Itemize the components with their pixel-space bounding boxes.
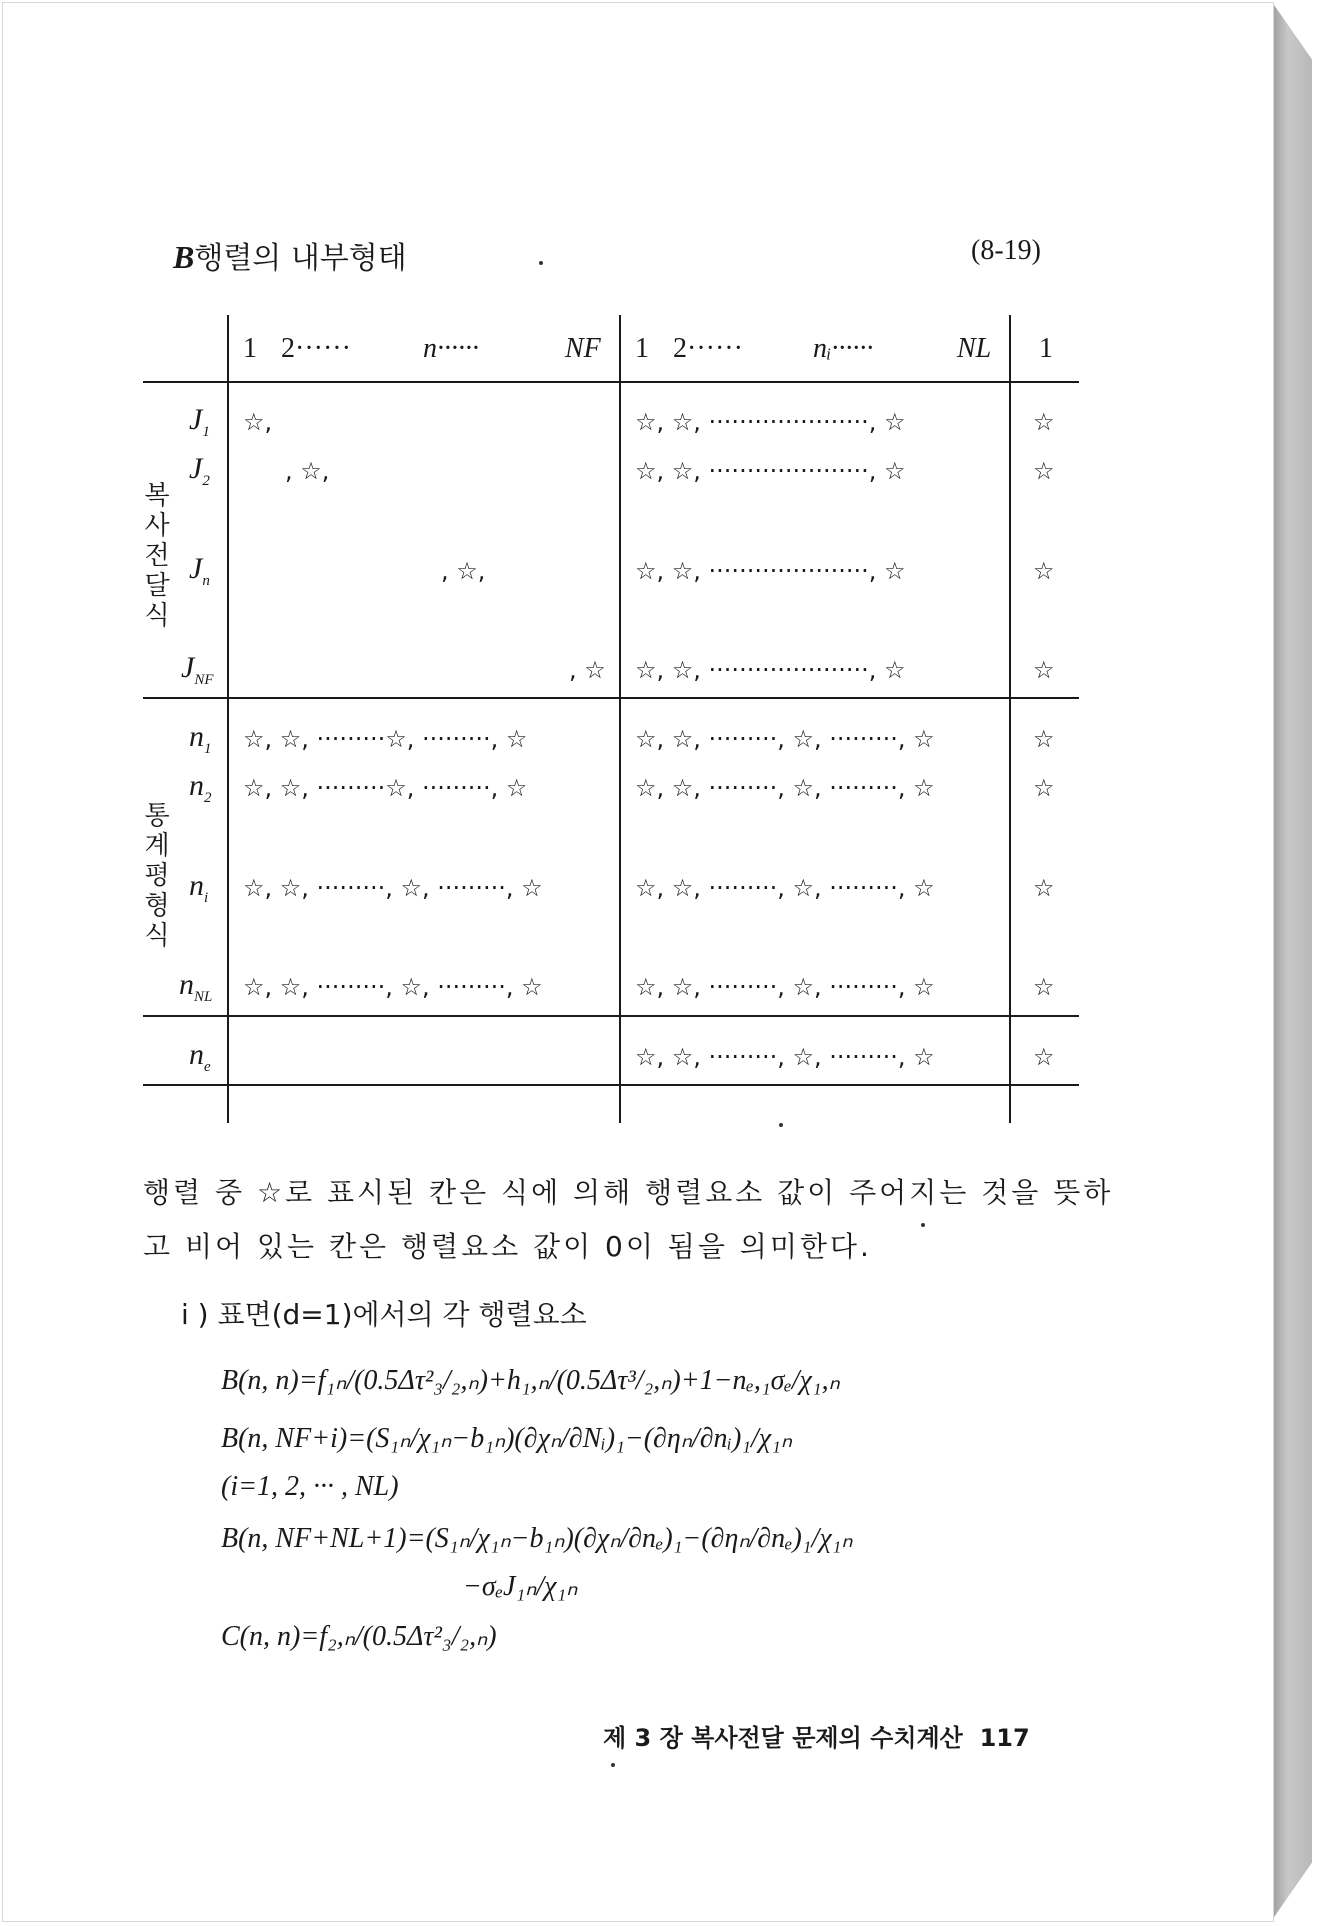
cell-c: ☆: [1033, 874, 1055, 902]
cell-b: ☆, ☆, ·········, ☆, ·········, ☆: [635, 774, 935, 802]
cell-b: ☆, ☆, ·········, ☆, ·········, ☆: [635, 973, 935, 1001]
row-label: $n_i$: [189, 869, 209, 906]
cell-b: ☆, ☆, ·········, ☆, ·········, ☆: [635, 725, 935, 753]
cell-a: ☆, ☆, ·········☆, ·········, ☆: [243, 725, 528, 753]
table-group-rule: [143, 1015, 1079, 1017]
chapter-title: 제 3 장 복사전달 문제의 수치계산: [603, 1724, 963, 1752]
cell-b: ☆, ☆, ·····················, ☆: [635, 557, 906, 585]
page-edge-shadow: [1272, 2, 1312, 1920]
cell-c: ☆: [1033, 774, 1055, 802]
cell-a: ☆, ☆, ·········, ☆, ·········, ☆: [243, 874, 543, 902]
paragraph-line: 고 비어 있는 칸은 행렬요소 값이 0이 됨을 의미한다.: [143, 1230, 872, 1263]
page-number: 117: [979, 1724, 1030, 1752]
cell-c: ☆: [1033, 457, 1055, 485]
cell-c: ☆: [1033, 557, 1055, 585]
group-label-statistical-equilibrium: 통 계 평 형 식: [144, 801, 170, 951]
cell-b: ☆, ☆, ·····················, ☆: [635, 457, 906, 485]
row-label: $J_2$: [189, 452, 210, 489]
speck: [611, 1763, 615, 1767]
row-label: $n_{NL}$: [179, 968, 213, 1005]
cell-a: ☆,: [243, 408, 273, 436]
speck: [539, 261, 543, 265]
cell-c: ☆: [1033, 408, 1055, 436]
cell-c: ☆: [1033, 725, 1055, 753]
cell-a: ☆, ☆, ·········☆, ·········, ☆: [243, 774, 528, 802]
row-label: $n_1$: [189, 720, 212, 757]
cell-a: , ☆,: [285, 457, 330, 485]
row-label: $n_2$: [189, 769, 212, 806]
cell-c: ☆: [1033, 1043, 1055, 1071]
col-header: NL: [957, 333, 992, 364]
equation: B(n, NF+NL+1)=(S₁ₙ/χ₁ₙ−b₁ₙ)(∂χₙ/∂nₑ)₁−(∂ηₙ/∂nₑ)₁/χ₁ₙ: [221, 1523, 853, 1554]
table-bottom-rule: [143, 1084, 1079, 1086]
speck: [779, 1123, 783, 1127]
cell-b: ☆, ☆, ·········, ☆, ·········, ☆: [635, 874, 935, 902]
col-header: NF: [565, 333, 601, 364]
cell-a: , ☆,: [441, 557, 486, 585]
equation: C(n, n)=f₂,ₙ/(0.5Δτ²₃/₂,ₙ): [221, 1621, 497, 1652]
subsection-heading: i ) 표면(d=1)에서의 각 행렬요소: [181, 1298, 587, 1331]
table-col-divider: [1009, 315, 1011, 1123]
equation: (i=1, 2, ··· , NL): [221, 1471, 399, 1502]
section-heading: B행렬의 내부형태: [173, 239, 407, 276]
col-header: 2······: [673, 333, 743, 364]
group-label-radiative-transfer: 복 사 전 달 식: [144, 481, 170, 631]
col-header: 1: [1039, 333, 1053, 364]
paragraph-line: 행렬 중 ☆로 표시된 칸은 식에 의해 행렬요소 값이 주어지는 것을 뜻하: [143, 1176, 1114, 1209]
cell-c: ☆: [1033, 973, 1055, 1001]
table-header-rule: [143, 381, 1079, 383]
equation: B(n, NF+i)=(S₁ₙ/χ₁ₙ−b₁ₙ)(∂χₙ/∂Nᵢ)₁−(∂ηₙ/∂nᵢ)₁/χ₁ₙ: [221, 1423, 793, 1454]
table-col-divider: [227, 315, 229, 1123]
col-header: 2······: [281, 333, 351, 364]
row-label: $n_e$: [189, 1038, 211, 1075]
col-header: 1: [243, 333, 257, 364]
cell-b: ☆, ☆, ·····················, ☆: [635, 408, 906, 436]
row-label: $J_n$: [189, 552, 210, 589]
equation-number: (8-19): [971, 235, 1041, 266]
row-label: $J_{NF}$: [181, 651, 214, 688]
table-group-rule: [143, 697, 1079, 699]
cell-b: ☆, ☆, ·····················, ☆: [635, 656, 906, 684]
table-col-divider: [619, 315, 621, 1123]
running-footer: [603, 1718, 1030, 1753]
col-header: 1: [635, 333, 649, 364]
equation: B(n, n)=f₁ₙ/(0.5Δτ²₃/₂,ₙ)+h₁,ₙ/(0.5Δτ³/₂,ₙ)+1−nₑ,₁σₑ/χ₁,ₙ: [221, 1365, 840, 1396]
cell-a: ☆, ☆, ·········, ☆, ·········, ☆: [243, 973, 543, 1001]
speck: [921, 1223, 925, 1227]
col-header: n······: [423, 333, 479, 364]
book-page: [2, 2, 1274, 1922]
col-header: nᵢ······: [813, 333, 874, 364]
cell-c: ☆: [1033, 656, 1055, 684]
equation: −σₑJ₁ₙ/χ₁ₙ: [463, 1571, 578, 1602]
cell-b: ☆, ☆, ·········, ☆, ·········, ☆: [635, 1043, 935, 1071]
row-label: $J_1$: [189, 403, 210, 440]
cell-a: , ☆: [569, 656, 606, 684]
